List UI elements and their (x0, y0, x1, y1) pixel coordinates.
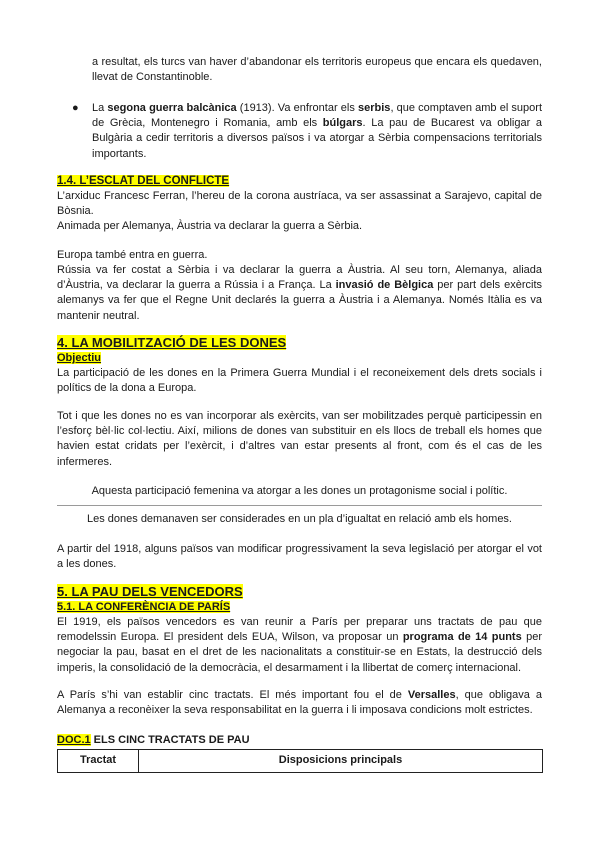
centered-statement: Les dones demanaven ser considerades en un pla d’igualtat en relació amb els homes. (87, 513, 512, 525)
section-heading-pau (57, 584, 542, 601)
subheading-objectiu (57, 351, 542, 366)
heading-esclat: 1.4. L’ESCLAT DEL CONFLICTE (57, 175, 230, 187)
bullet-text: La segona guerra balcànica (1913). Va enfrontar els serbis, que comptaven amb el suport de Grècia, Montenegro i Romania, amb els búlgars. La pau de Bucarest va obligar a Bulgària a cedir territoris a diversos països i va atorgar a Sèrbia compensacions territorials importants. (92, 102, 542, 160)
paragraph: A partir del 1918, alguns països van modificar progressivament la seva legislació per atorgar el vot a les dones. (57, 543, 542, 571)
bold-term: programa de 14 punts (402, 631, 522, 644)
paragraph: Tot i que les dones no es van incorporar als exèrcits, van ser mobilitzades perquè participessin en l’esforç bèl·lic col·lectiu. Així, milions de dones van substituir en els llocs de treball els homes que havien estat cridats per l’exèrcit, i d’altres van estar presents al front, com és el cas de les infermeres. (57, 410, 542, 468)
doc-heading (57, 733, 542, 748)
bullet-icon: ● (72, 102, 79, 114)
subheading-label: Objectiu (57, 352, 102, 364)
paragraph: La participació de les dones en la Primera Guerra Mundial i el reconeixement dels drets socials i polítics de la dona a Europa. (57, 367, 542, 395)
column-header-tractat: Tractat (58, 750, 139, 773)
paragraph: L’arxiduc Francesc Ferran, l’hereu de la corona austríaca, va ser assassinat a Sarajevo, capital de Bòsnia. (57, 190, 542, 218)
divider (57, 505, 542, 506)
doc-tag: DOC.1 (57, 734, 91, 746)
paragraph: Europa també entra en guerra. (57, 249, 208, 261)
bold-term: invasió de Bèlgica (335, 279, 434, 292)
bold-term: segona guerra balcànica (107, 102, 237, 114)
paragraph: Animada per Alemanya, Àustria va declarar la guerra a Sèrbia. (57, 220, 363, 232)
bold-term: serbis (358, 102, 391, 114)
paragraph: El 1919, els països vencedors es van reunir a París per preparar uns tractats de pau que remodelssin Europa. El president dels EUA, Wilson, va proposar un programa de 14 punts per negociar la pau, basat en el dret de les nacionalitats a constituir-se en Estats, la destrucció dels imperis, la consolidació de la democràcia, el desarmament i la llibertat de comerç internacional. (57, 616, 542, 674)
subheading-label: 5.1. LA CONFERÈNCIA DE PARÍS (57, 601, 231, 613)
column-header-disposicions: Disposicions principals (139, 750, 543, 773)
continued-paragraph: a resultat, els turcs van haver d’abandonar els territoris europeus que encara els quedaven, llevat de Constantinoble. (92, 56, 542, 84)
table-header-row (58, 750, 543, 773)
treaties-table (57, 749, 543, 773)
subheading-conferencia (57, 600, 542, 615)
section-heading-dones (57, 335, 542, 352)
section-heading-esclat (57, 174, 542, 189)
centered-statement: Aquesta participació femenina va atorgar a les dones un protagonisme social i polític. (91, 485, 508, 497)
heading-dones: 4. LA MOBILITZACIÓ DE LES DONES (57, 335, 287, 350)
paragraph: A París s’hi van establir cinc tractats. El més important fou el de Versalles, que obligava a Alemanya a reconèixer la seva responsabilitat en la guerra i li imposava condicions molt estrictes. (57, 689, 542, 717)
paragraph: Rússia va fer costat a Sèrbia i va declarar la guerra a Àustria. Al seu torn, Alemanya, aliada d’Àustria, va declarar la guerra a Rússia i a França. La invasió de Bèlgica per part dels exèrcits alemanys va fer que el Regne Unit declarés la guerra a Àustria i a Alemanya. Només Itàlia es va mantenir neutral. (57, 264, 543, 322)
bold-term: Versalles (407, 689, 456, 701)
doc-title: ELS CINC TRACTATS DE PAU (90, 734, 250, 746)
bold-term: búlgars (322, 117, 363, 130)
heading-pau: 5. LA PAU DELS VENCEDORS (57, 584, 243, 599)
